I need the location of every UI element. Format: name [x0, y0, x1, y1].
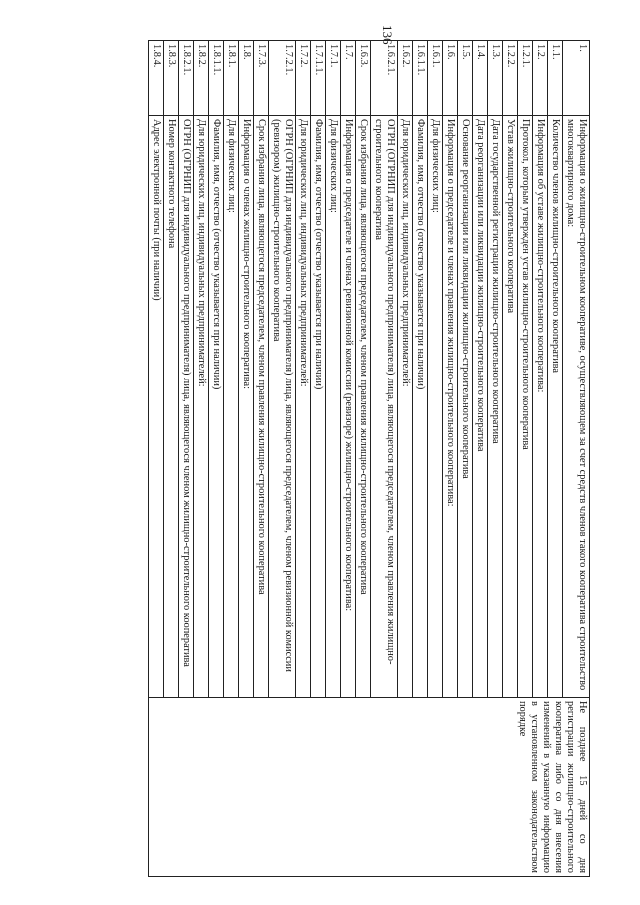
row-number: 1.4. [473, 41, 488, 116]
row-text: ОГРН (ОГРНИП для индивидуального предпринимателя) лица, являющегося членом жилищно-строительного кооператива [179, 116, 194, 698]
row-number: 1.6. [443, 41, 458, 116]
row-number: 1.7.2. [296, 41, 311, 116]
row-text: Срок избрания лица, являющегося председателем, членом правления жилищно-строительного кооператива [356, 116, 371, 698]
deadline-cell [149, 698, 590, 877]
row-number: 1.2.2. [503, 41, 518, 116]
row-text: ОГРН (ОГРНИП для индивидуального предпринимателя) лица, являющегося председателем, членом правления жилищно-строительного кооператива [371, 116, 398, 698]
row-number: 1.8.3. [164, 41, 179, 116]
row-text: Фамилия, имя, отчество (отчество указывается при наличии) [311, 116, 326, 698]
row-text: Информация о членах жилищно-строительного кооператива: [239, 116, 254, 698]
row-number: 1.8.4. [149, 41, 164, 116]
row-text: Основание реорганизации или ликвидации жилищно-строительного кооператива [458, 116, 473, 698]
information-table [148, 40, 590, 877]
page-number: 136 [380, 25, 395, 45]
row-number: 1.2.1. [518, 41, 533, 116]
row-text: Для юридических лиц, индивидуальных предпринимателей: [194, 116, 209, 698]
row-text: Для физических лиц: [224, 116, 239, 698]
row-text: Для физических лиц: [428, 116, 443, 698]
row-number: 1.6.1. [428, 41, 443, 116]
row-number: 1.2. [533, 41, 548, 116]
row-number: 1.5. [458, 41, 473, 116]
row-number: 1.8.1.1. [209, 41, 224, 116]
row-number: 1.7.3. [254, 41, 269, 116]
row-text: Количество членов жилищно-строительного кооператива [548, 116, 563, 698]
deadline-note: Не позднее 15 дней со дня регистрации жилищно-строительного кооператива либо со дня внесения изменений в указанную информацию в установленном законодательством порядке [517, 701, 588, 873]
row-number: 1.1. [548, 41, 563, 116]
row-text: Информация о председателе и членах правления жилищно-строительного кооператива: [443, 116, 458, 698]
row-number: 1.6.2.1. [371, 41, 398, 116]
row-text: Протокол, которым утвержден устав жилищно-строительного кооператива [518, 116, 533, 698]
table-row [563, 41, 590, 877]
row-text: Срок избрания лица, являющегося председателем, членом правления жилищно-строительного кооператива [254, 116, 269, 698]
row-text: ОГРН (ОГРНИП для индивидуального предпринимателя) лица, являющегося председателем, членом ревизионной комиссии (ревизором) жилищно-строительного кооператива [269, 116, 296, 698]
row-text: Устав жилищно-строительного кооператива [503, 116, 518, 698]
row-text: Для физических лиц: [326, 116, 341, 698]
row-text: Для юридических лиц, индивидуальных предпринимателей: [296, 116, 311, 698]
row-number: 1.7.1.1. [311, 41, 326, 116]
row-text: Дата государственной регистрации жилищно-строительного кооператива [488, 116, 503, 698]
row-text: Информация о председателе и членах ревизионной комиссии (ревизоре) жилищно-строительного кооператива: [341, 116, 356, 698]
row-number: 1.3. [488, 41, 503, 116]
rotated-table-container [55, 40, 590, 873]
table-body [149, 41, 590, 877]
row-number: 1.6.1.1. [413, 41, 428, 116]
row-text: Адрес электронной почты (при наличии) [149, 116, 164, 698]
row-text: Фамилия, имя, отчество (отчество указывается при наличии) [209, 116, 224, 698]
row-number: 1. [563, 41, 590, 116]
row-number: 1.6.3. [356, 41, 371, 116]
row-number: 1.6.2. [398, 41, 413, 116]
row-text: Информация о жилищно-строительном кооперативе, осуществляющем за счет средств членов такого кооператива строительство многоквартирного дома: [563, 116, 590, 698]
row-text: Для юридических лиц, индивидуальных предпринимателей: [398, 116, 413, 698]
row-number: 1.7.1. [326, 41, 341, 116]
row-number: 1.8.1. [224, 41, 239, 116]
row-number: 1.8.2.1. [179, 41, 194, 116]
row-text: Фамилия, имя, отчество (отчество указывается при наличии) [413, 116, 428, 698]
row-text: Номер контактного телефона [164, 116, 179, 698]
row-number: 1.7. [341, 41, 356, 116]
row-number: 1.7.2.1. [269, 41, 296, 116]
row-text: Информация об уставе жилищно-строительного кооператива: [533, 116, 548, 698]
row-number: 1.8. [239, 41, 254, 116]
row-text: Дата реорганизации или ликвидации жилищно-строительного кооператива [473, 116, 488, 698]
row-number: 1.8.2. [194, 41, 209, 116]
